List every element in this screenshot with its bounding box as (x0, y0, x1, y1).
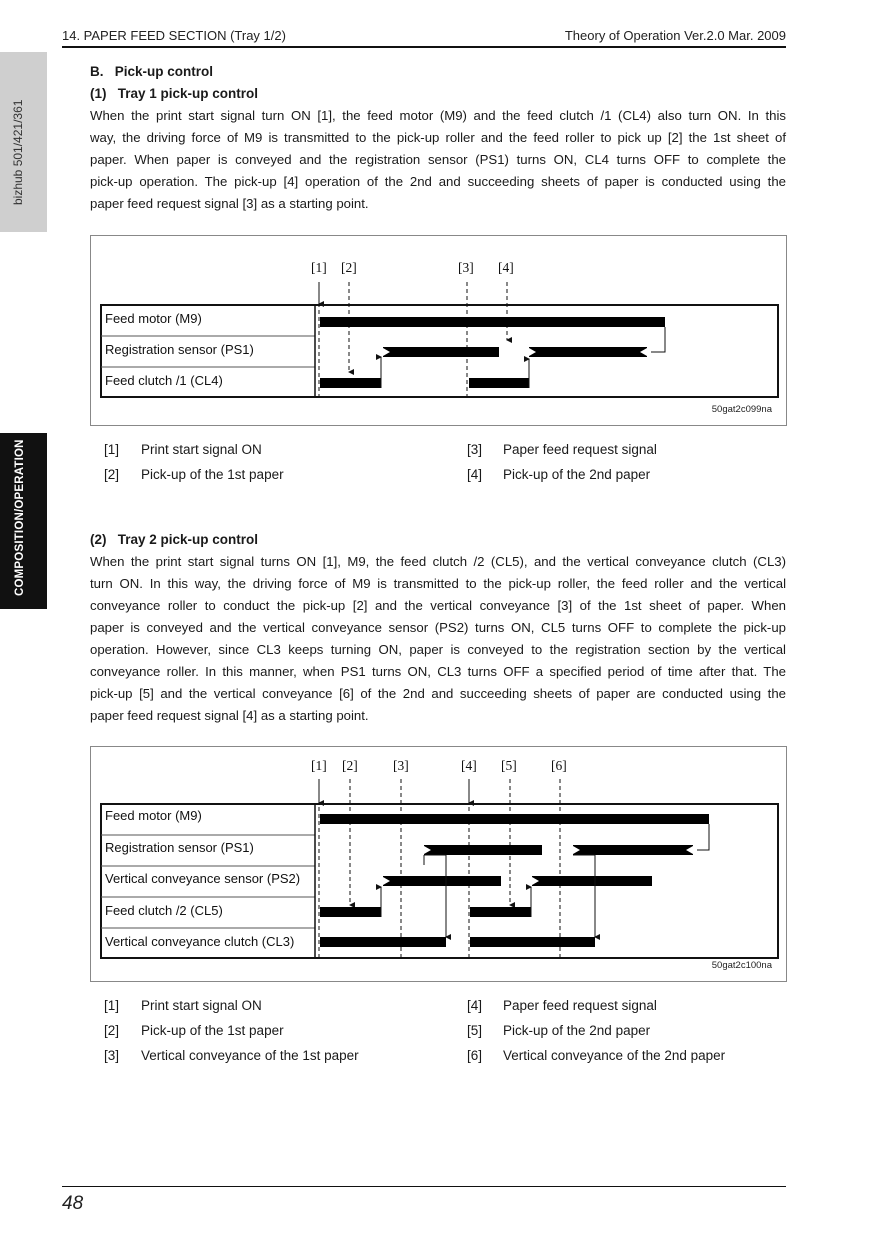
legend-text: Print start signal ON (141, 998, 262, 1013)
side-tab-model-label: bizhub 501/421/361 (11, 99, 25, 205)
row-label-ps2: Vertical conveyance sensor (PS2) (105, 871, 301, 886)
paragraph-line: paper. When paper is conveyed and the registration sensor (PS1) turns ON, CL4 turns OFF to complete the (90, 152, 786, 167)
page-number: 48 (62, 1193, 84, 1214)
header-rule (62, 46, 786, 48)
signal-bar-m9 (320, 317, 665, 327)
signal-bar-ps2 (532, 876, 652, 886)
section-1-paragraph (90, 105, 786, 215)
signal-bar-cl4 (469, 378, 529, 388)
connector-line (573, 855, 595, 937)
timing-diagram-tray2 (90, 746, 787, 982)
section-2-paragraph (90, 551, 786, 727)
timing-diagram-tray1 (90, 235, 787, 426)
row-label-cl3: Vertical conveyance clutch (CL3) (105, 934, 295, 949)
legend-text: Pick-up of the 2nd paper (503, 467, 651, 482)
marker-label: [4] (461, 758, 477, 773)
signal-bar-cl5 (320, 907, 381, 917)
section-1-title: (1) Tray 1 pick-up control (90, 86, 259, 101)
marker-label: [2] (341, 260, 357, 275)
signal-bar-ps1 (424, 845, 542, 855)
timing-chart-tray2 (91, 747, 786, 981)
diagram-code: 50gat2c100na (711, 960, 772, 971)
signal-bar-m9 (320, 814, 709, 824)
signal-bar-cl3 (470, 937, 595, 947)
legend-num: [5] (467, 1023, 483, 1038)
legend-num: [3] (467, 442, 483, 457)
header-doc-title: Theory of Operation Ver.2.0 Mar. 2009 (564, 28, 786, 43)
marker-label: [3] (458, 260, 474, 275)
row-label-m9: Feed motor (M9) (105, 311, 202, 326)
diagram-code: 50gat2c099na (711, 404, 772, 415)
legend-num: [2] (104, 467, 120, 482)
signal-bar-cl5 (470, 907, 531, 917)
paragraph-line: conveyance roller. In this manner, when PS1 turns ON, CL3 turns OFF a specified period of time after that. The (90, 664, 786, 679)
paragraph-line: operation. However, since CL3 keeps turning ON, paper is conveyed to the registration section by the vertical (90, 642, 786, 657)
timing-chart-tray1 (91, 236, 786, 425)
paragraph-line: When the print start signal turns ON [1], M9, the feed clutch /2 (CL5), and the vertical conveyance clutch (CL3) (90, 554, 786, 569)
signal-bar-cl3 (320, 937, 446, 947)
header-section-title: 14. PAPER FEED SECTION (Tray 1/2) (62, 28, 286, 43)
paragraph-line: paper is conveyed and the vertical conveyance sensor (PS2) turns ON, CL5 turns OFF to complete the pick-up (90, 620, 786, 635)
marker-label: [4] (498, 260, 514, 275)
legend-num: [4] (467, 467, 483, 482)
paragraph-line: paper feed request signal [4] as a starting point. (90, 708, 369, 723)
row-label-cl5: Feed clutch /2 (CL5) (105, 903, 223, 918)
marker-label: [1] (311, 758, 327, 773)
signal-bar-ps1 (383, 347, 499, 357)
footer-rule (62, 1186, 786, 1187)
section-2-title: (2) Tray 2 pick-up control (90, 532, 259, 547)
legend-num: [1] (104, 442, 120, 457)
legend-text: Print start signal ON (141, 442, 262, 457)
signal-bar-cl4 (320, 378, 381, 388)
paragraph-line: When the print start signal turn ON [1], the feed motor (M9) and the feed clutch /1 (CL4) also turn ON. In this (90, 108, 786, 123)
legend-tray1 (0, 440, 875, 500)
legend-num: [2] (104, 1023, 120, 1038)
paragraph-line: turn ON. In this way, the driving force of M9 is transmitted to the pick-up roller, the feed roller and the vertical (90, 576, 786, 591)
row-label-m9: Feed motor (M9) (105, 808, 202, 823)
paragraph-line: way, the driving force of M9 is transmitted to the pick-up roller and the feed roller to pick up [2] the 1st sheet of (90, 130, 786, 145)
paragraph-line: paper feed request signal [3] as a starting point. (90, 196, 369, 211)
row-label-ps1: Registration sensor (PS1) (105, 342, 254, 357)
row-label-cl4: Feed clutch /1 (CL4) (105, 373, 223, 388)
legend-text: Pick-up of the 2nd paper (503, 1023, 651, 1038)
connector-line (651, 327, 665, 352)
legend-tray2 (0, 996, 875, 1076)
legend-text: Paper feed request signal (503, 998, 657, 1013)
marker-label: [1] (311, 260, 327, 275)
signal-bar-ps2 (383, 876, 501, 886)
section-b-title: B. Pick-up control (90, 64, 214, 79)
side-tab-chapter-label: COMPOSITION/OPERATION (14, 439, 26, 596)
legend-num: [3] (104, 1048, 120, 1063)
legend-num: [1] (104, 998, 120, 1013)
paragraph-line: pick-up [5] and the vertical conveyance [6] of the 2nd and succeeding sheets of paper are conducted using the (90, 686, 786, 701)
legend-text: Pick-up of the 1st paper (141, 467, 284, 482)
paragraph-line: pick-up operation. The pick-up [4] operation of the 2nd and succeeding sheets of paper is conducted using the (90, 174, 786, 189)
signal-bar-ps1 (529, 347, 647, 357)
legend-text: Paper feed request signal (503, 442, 657, 457)
legend-text: Pick-up of the 1st paper (141, 1023, 284, 1038)
legend-num: [6] (467, 1048, 483, 1063)
connector-line (424, 855, 446, 937)
marker-label: [6] (551, 758, 567, 773)
legend-text: Vertical conveyance of the 2nd paper (503, 1048, 726, 1063)
marker-label: [2] (342, 758, 358, 773)
row-label-ps1: Registration sensor (PS1) (105, 840, 254, 855)
marker-label: [5] (501, 758, 517, 773)
marker-label: [3] (393, 758, 409, 773)
legend-text: Vertical conveyance of the 1st paper (141, 1048, 359, 1063)
legend-num: [4] (467, 998, 483, 1013)
connector-line (697, 824, 709, 850)
signal-bar-ps1 (573, 845, 693, 855)
paragraph-line: conveyance roller to conduct the pick-up [2] and the vertical conveyance [3] of the 1st sheet of paper. When (90, 598, 786, 613)
